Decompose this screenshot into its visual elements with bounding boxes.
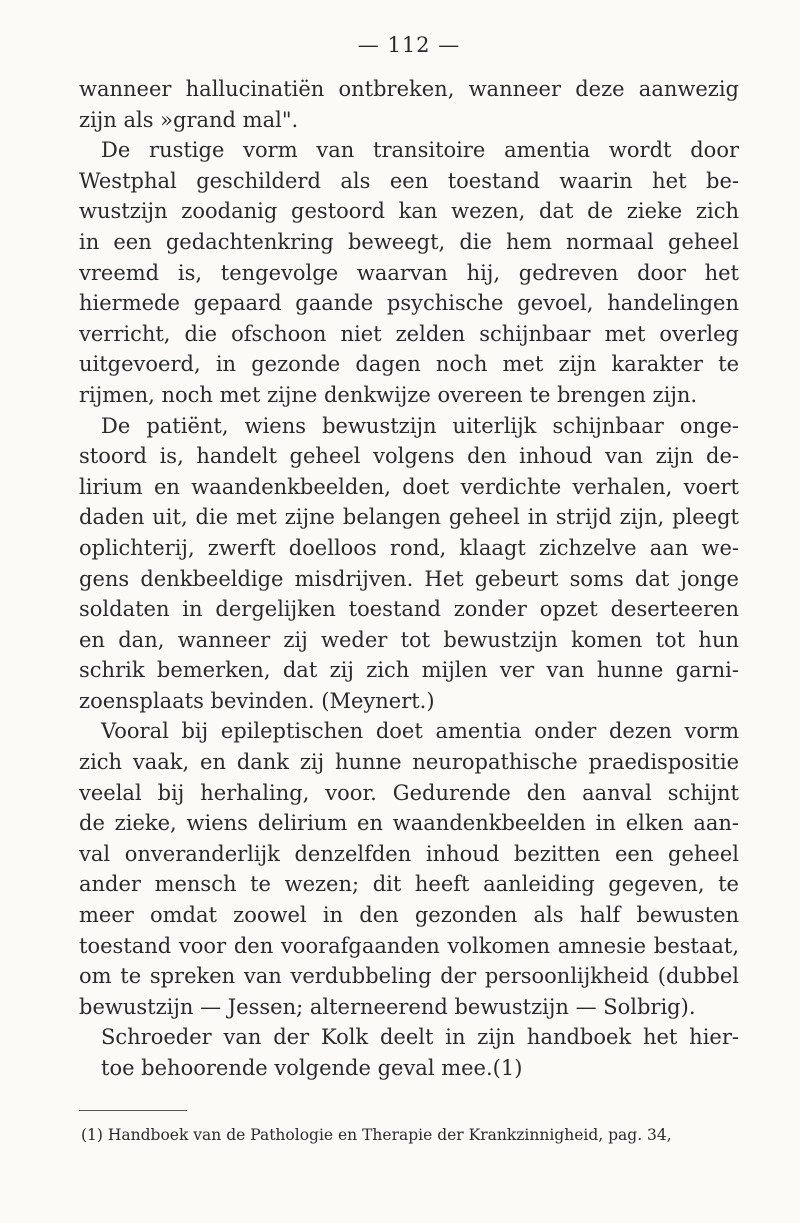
text-line: uitgevoerd, in gezonde dagen noch met zijn karakter te bbox=[79, 352, 739, 377]
text-line: zijn als »grand mal". bbox=[79, 107, 299, 132]
body-text bbox=[79, 74, 739, 1084]
text-line: vreemd is, tengevolge waarvan hij, gedreven door het bbox=[79, 260, 739, 285]
text-line: en dan, wanneer zij weder tot bewustzijn komen tot hun bbox=[79, 627, 739, 652]
text-line: wustzijn zoodanig gestoord kan wezen, dat de zieke zich bbox=[79, 199, 739, 224]
text-line: val onveranderlijk denzelfden inhoud bezitten een geheel bbox=[79, 841, 739, 866]
text-line: in een gedachtenkring beweegt, die hem normaal geheel bbox=[79, 229, 739, 254]
text-line: De rustige vorm van transitoire amentia wordt door bbox=[101, 138, 739, 163]
text-line: ander mensch te wezen; dit heeft aanleiding gegeven, te bbox=[79, 872, 739, 897]
book-page bbox=[79, 30, 739, 1145]
text-line: toestand voor den voorafgaanden volkomen amnesie bestaat, bbox=[79, 933, 739, 958]
footnote: (1) Handboek van de Pathologie en Therapie der Krankzinnigheid, pag. 34, bbox=[81, 1125, 672, 1144]
text-line: meer omdat zoowel in den gezonden als half bewusten bbox=[79, 903, 739, 928]
text-line: schrik bemerken, dat zij zich mijlen ver van hunne garni- bbox=[79, 658, 739, 683]
text-line: zich vaak, en dank zij hunne neuropathische praedispositie bbox=[79, 750, 739, 775]
text-line: rijmen, noch met zijne denkwijze overeen te brengen zijn. bbox=[79, 382, 698, 407]
text-line: de zieke, wiens delirium en waandenkbeelden in elken aan- bbox=[79, 811, 739, 836]
text-line: bewustzijn — Jessen; alterneerend bewustzijn — Solbrig). bbox=[79, 994, 696, 1019]
text-line: verricht, die ofschoon niet zelden schijnbaar met overleg bbox=[79, 321, 739, 346]
text-line: soldaten in dergelijken toestand zonder opzet deserteeren bbox=[79, 597, 739, 622]
text-line: Vooral bij epileptischen doet amentia onder dezen vorm bbox=[101, 719, 739, 744]
page-number-header: — 112 — bbox=[357, 33, 461, 57]
footnote-divider bbox=[79, 1110, 187, 1111]
text-line: veelal bij herhaling, voor. Gedurende den aanval schijnt bbox=[79, 780, 739, 805]
text-line: De patiënt, wiens bewustzijn uiterlijk schijnbaar onge- bbox=[101, 413, 739, 438]
text-line: Schroeder van der Kolk deelt in zijn handboek het hier- bbox=[101, 1025, 739, 1050]
text-line: zoensplaats bevinden. (Meynert.) bbox=[79, 688, 435, 713]
text-line: hiermede gepaard gaande psychische gevoel, handelingen bbox=[79, 291, 739, 316]
text-line: lirium en waandenkbeelden, doet verdichte verhalen, voert bbox=[79, 474, 739, 499]
text-line: oplichterij, zwerft doelloos rond, klaagt zichzelve aan we- bbox=[79, 535, 739, 560]
text-line: wanneer hallucinatiën ontbreken, wanneer deze aanwezig bbox=[79, 77, 739, 101]
text-line: stoord is, handelt geheel volgens den inhoud van zijn de- bbox=[79, 444, 739, 469]
text-line: om te spreken van verdubbeling der persoonlijkheid (dubbel bbox=[79, 964, 739, 989]
text-line: daden uit, die met zijne belangen geheel in strijd zijn, pleegt bbox=[79, 505, 739, 530]
text-line: gens denkbeeldige misdrijven. Het gebeurt soms dat jonge bbox=[79, 566, 739, 591]
text-line: toe behoorende volgende geval mee.(1) bbox=[101, 1056, 523, 1080]
text-line: Westphal geschilderd als een toestand waarin het be- bbox=[79, 168, 739, 193]
